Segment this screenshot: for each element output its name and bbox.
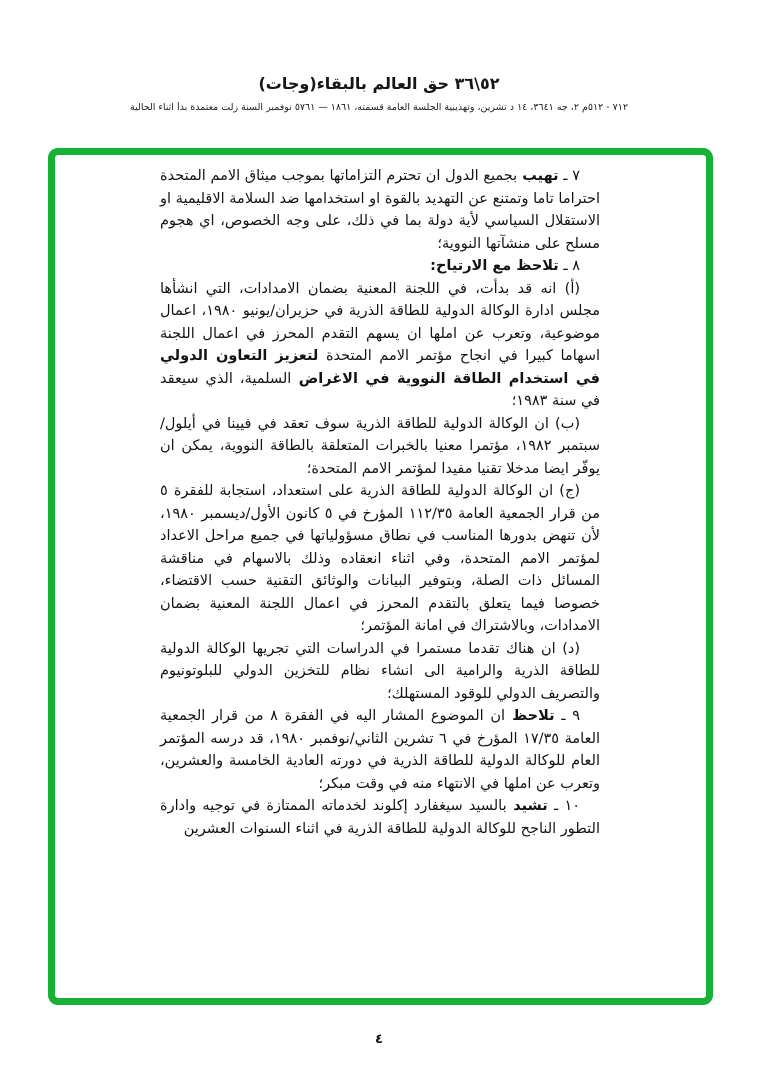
paragraph-number: ٨ ـ: [558, 258, 580, 274]
paragraph-number: ١٠ ـ: [547, 798, 581, 814]
subparagraph-c: [160, 480, 600, 638]
operative-verb: تلاحظ مع الارتياح:: [430, 258, 559, 274]
paragraph-text: ان الموضوع المشار اليه في الفقرة ٨ من قرار الجمعية العامة ١٧/٣٥ المؤرخ في ٦ تشرين الثاني/نوفمبر ١٩٨٠، قد درسه المؤتمر العام للوكالة الدولية للطاقة الذرية في دورته العادية الخامسة والعشرين، وتعرب عن املها في الانتهاء منه في وقت مبكر؛: [160, 708, 601, 792]
paragraph-text: ان الوكالة الدولية للطاقة الذرية على استعداد، استجابة للفقرة ٥ من قرار الجمعية العامة ١١٢/٣٥ المؤرخ في ٥ كانون الأول/ديسمبر ١٩٨٠، لأن تنهض بدورها المناسب في نطاق مسؤولياتها في جميع مراحل الاعداد لمؤتمر الامم المتحدة، وفي اثناء انعقاده وذلك بالاسهام في مناقشة المسائل ذات الصلة، وبتوفير البيانات والوثائق التقنية حسب الاقتضاء، خصوصا فيما يتعلق بالتقدم المحرز في اعمال اللجنة المعنية بضمان الامدادات، وبالاشتراك في امانة المؤتمر؛: [160, 483, 600, 634]
subparagraph-b: [160, 413, 600, 481]
subparagraph-label: (أ): [556, 280, 581, 297]
paragraph-text: بالسيد سيغفارد إكلوند لخدماته الممتازة في توجيه وادارة التطور الناجح للوكالة الدولية للطاقة الذرية في اثناء السنوات العشرين: [160, 798, 600, 837]
subparagraph-d: [160, 638, 600, 706]
resolution-header-title: ٥٢\٣٦ حق العالم بالبقاء(وجات): [258, 74, 500, 93]
paragraph-text-continued: السلمية، الذي سيعقد في سنة ١٩٨٣؛: [160, 370, 600, 409]
paragraph-number: ٧ ـ: [558, 168, 580, 184]
paragraph-text: بجميع الدول ان تحترم التزاماتها بموجب ميثاق الامم المتحدة احتراما تاما وتمتنع عن التهديد بالقوة او استخدامها ضد السلامة الاقليمية او الاستقلال السياسي لأية دولة بما في ذلك، على وجه الخصوص، اي هجوم مسلح على منشآتها النووية؛: [160, 168, 600, 252]
subparagraph-label: (د): [555, 640, 580, 657]
operative-paragraph-9: [160, 705, 600, 795]
operative-verb: تهيب: [517, 168, 559, 184]
subparagraph-a: [160, 278, 600, 413]
emphasized-phrase: لتعزيز التعاون الدولي في استخدام الطاقة النووية في الاغراض: [160, 348, 600, 387]
paragraph-text: ان هناك تقدما مستمرا في الدراسات التي تجريها الوكالة الدولية للطاقة الذرية والرامية الى انشاء نظام للتخزين الدولي للبلوتونيوم والتصريف الدولي للوقود المستهلك؛: [160, 640, 600, 702]
subparagraph-label: (ج): [553, 483, 580, 499]
operative-verb: تلاحظ: [505, 708, 555, 724]
operative-paragraph-8: [160, 255, 600, 278]
paragraph-text: ان الوكالة الدولية للطاقة الذرية سوف تعقد في فيينا في أيلول/سبتمبر ١٩٨٢، مؤتمرا معنيا بالخبرات المتعلقة بالطاقة النووية، يمكن ان يوفّر ايضا مدخلا تقنيا مفيدا لمؤتمر الامم المتحدة؛: [160, 415, 600, 477]
subparagraph-label: (ب): [548, 415, 580, 432]
adoption-note: ٧١٢ - ٥١٢م ٢، جه ٣٦٤١، ١٤ د تشرين، وتهذيبية الجلسة العامة قسمته، ١٨٦١ — ٥٧٦١ نوفمبر السنة زلت معتمدة بدأ اثناء الحالية: [130, 102, 628, 113]
page-number: ٤: [375, 1032, 383, 1047]
paragraph-number: ٩ ـ: [554, 708, 581, 724]
operative-verb: تشيد: [506, 798, 548, 814]
operative-paragraph-10: [160, 795, 600, 840]
resolution-body: [160, 165, 600, 840]
paragraph-text: انه قد بدأت، في اللجنة المعنية بضمان الامدادات، التي انشأها مجلس ادارة الوكالة الدولية للطاقة الذرية في حزيران/يونيو ١٩٨٠، اعمال موضوعية، وتعرب عن املها ان يسهم التقدم المحرز في اعمال اللجنة اسهاما كبيرا في انجاح مؤتمر الامم المتحدة: [160, 280, 600, 364]
operative-paragraph-7: [160, 165, 600, 255]
